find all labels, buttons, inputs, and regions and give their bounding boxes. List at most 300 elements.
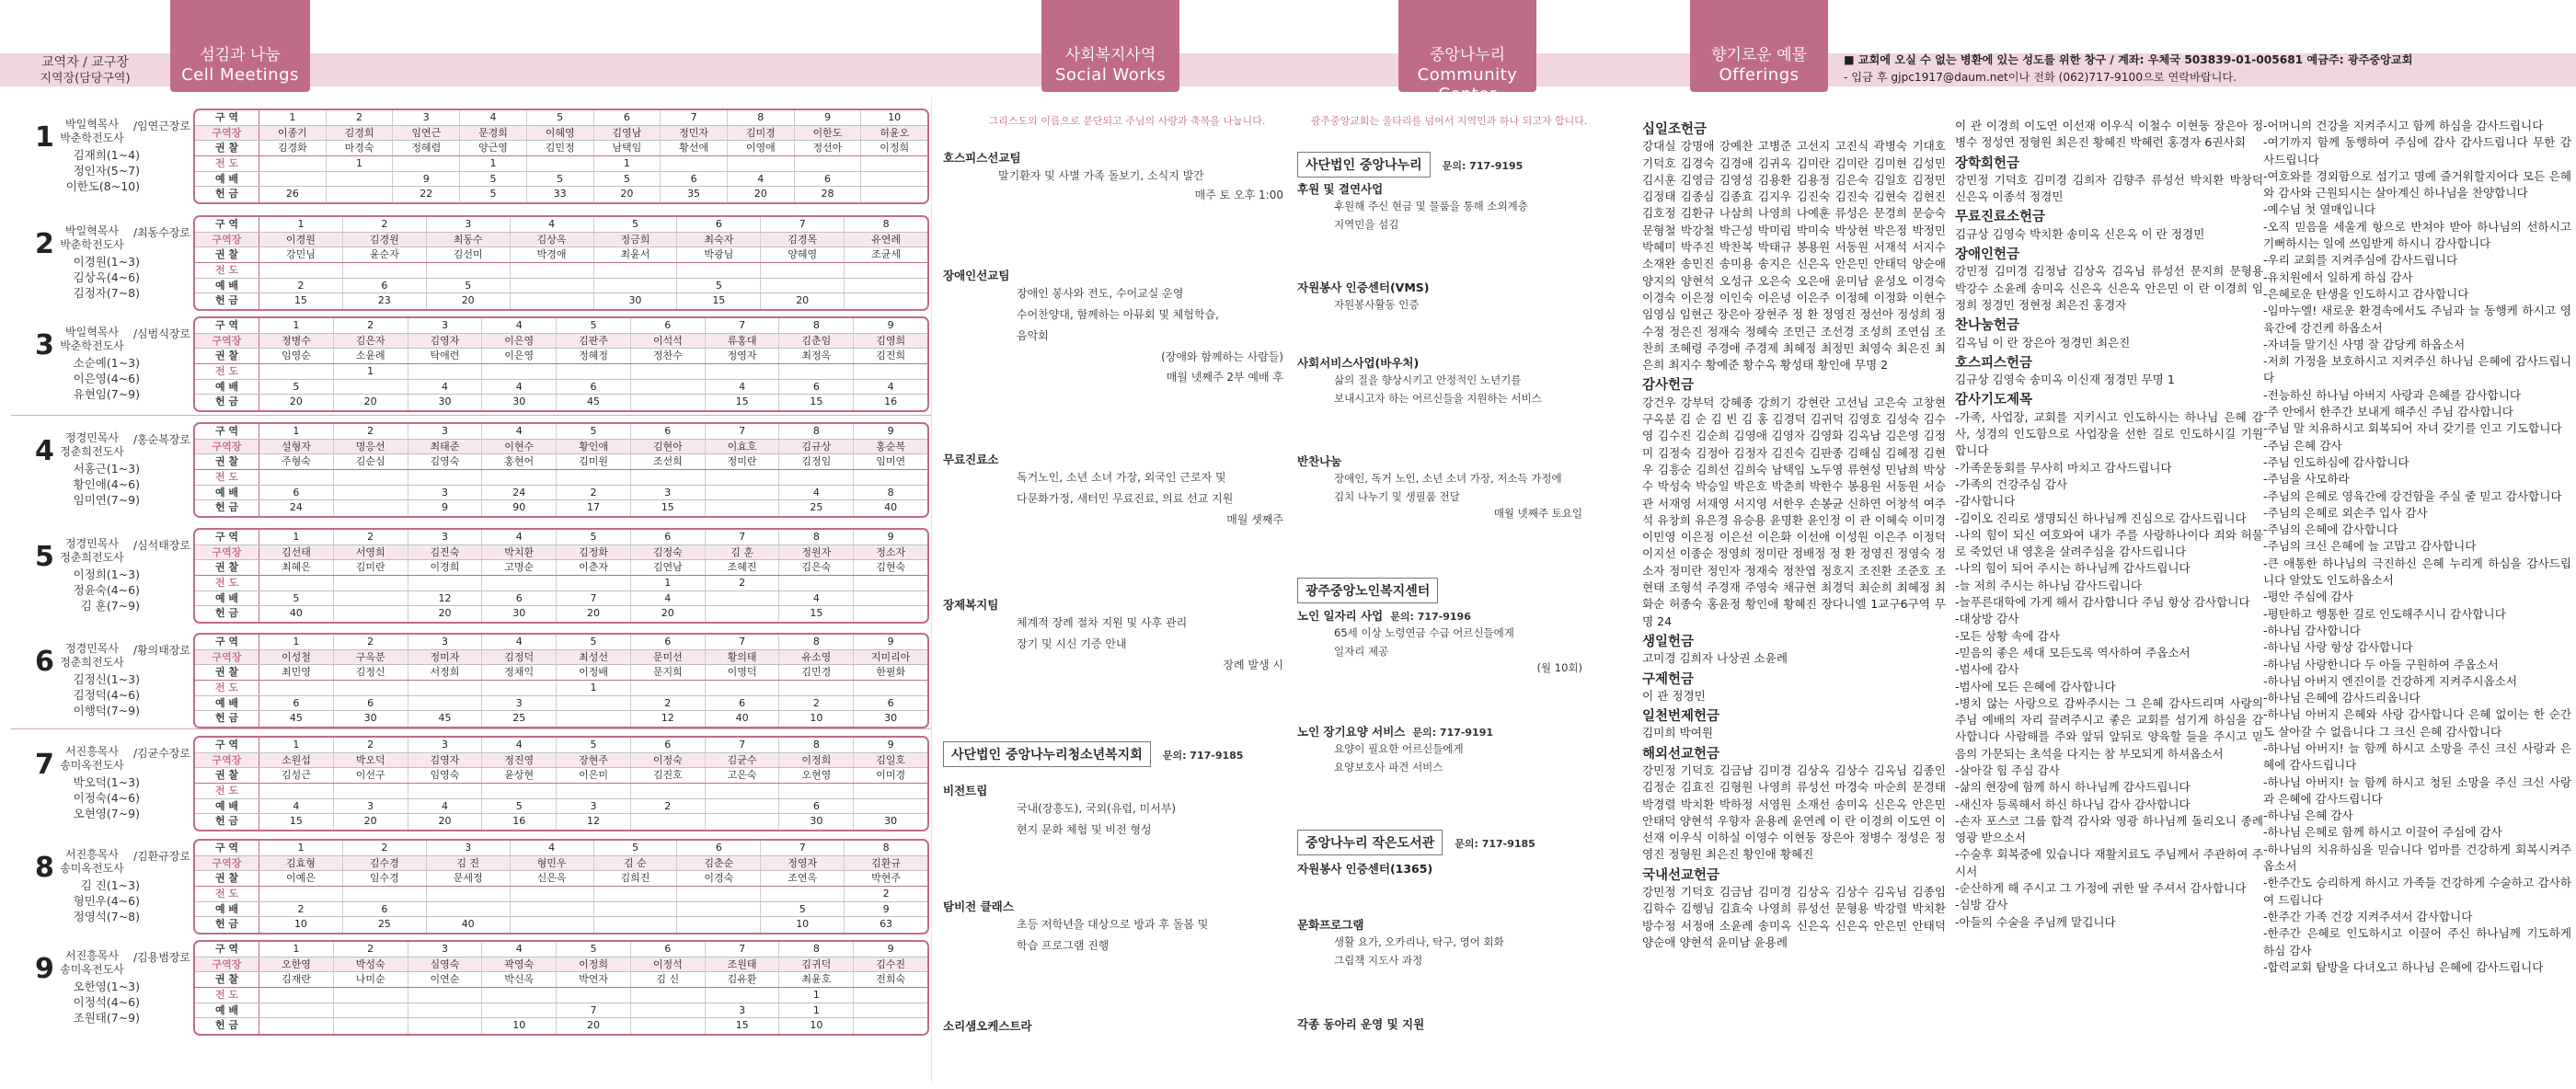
- table-cell: [706, 681, 780, 695]
- tab-ko-label: 사회복지사역: [1064, 46, 1156, 64]
- table-cell: [527, 156, 594, 171]
- notice-line-1: ■ 교회에 오실 수 없는 병환에 있는 성도를 위한 창구 / 계좌: 우체국 503839-01-005681 예금주: 광주중앙교회: [1844, 53, 2413, 66]
- table-cell: [854, 364, 927, 379]
- table-cell: 고은숙: [706, 768, 780, 783]
- table-cell: [706, 470, 780, 485]
- table-cell: 5: [527, 110, 594, 125]
- table-cell: 김판주: [557, 334, 631, 349]
- table-cell: [334, 380, 408, 395]
- row-label: 예 배: [195, 279, 259, 293]
- cc-vms: [1297, 279, 1601, 314]
- table-cell: [408, 681, 483, 695]
- cell-group-leader: 임미연(7~9): [73, 493, 140, 507]
- offering-text: 김옥님 이 란 장은아 정경민 최은진: [1955, 335, 2131, 350]
- table-cell: 6: [779, 799, 854, 814]
- table-cell: 2: [259, 279, 343, 293]
- offering-text: -하나님 아버지 은혜와 사랑 감사합니다 은혜 없이는 한 순간도 살아갈 수 없읍니다 그 크신 은혜 감사합니다: [2263, 707, 2571, 739]
- row-label: 구역장: [195, 650, 259, 665]
- table-cell: 8: [779, 318, 854, 333]
- offering-text: -모든 상황 속에 감사: [1955, 628, 2060, 643]
- sw-item-line: 음악회: [1017, 329, 1049, 342]
- offering-text: -순산하게 해 주시고 그 가정에 귀한 딸 주셔서 감사합니다: [1955, 881, 2247, 896]
- sw-item-line: 수어찬양대, 함께하는 아뮤회 및 체험학습,: [1017, 308, 1219, 321]
- table-cell: [779, 681, 854, 695]
- cell-table: [193, 422, 929, 518]
- cc-item-line: 일자리 제공: [1334, 645, 1389, 658]
- row-label: 예 배: [195, 486, 259, 500]
- cell-leader: [51, 431, 133, 459]
- offerings-column-1: [1642, 118, 1946, 951]
- cell-block: [0, 109, 934, 206]
- table-cell: 김 순: [594, 856, 678, 871]
- table-cell: 김은숙: [779, 560, 854, 575]
- cell-district-elder: /홍순복장로: [133, 433, 191, 446]
- cell-district-elder: /김환규장로: [133, 850, 191, 863]
- table-cell: 홍순복: [876, 440, 906, 453]
- offering-text: -자녀들 말기신 사명 잘 감당케 하옵소서: [2263, 337, 2466, 351]
- table-cell: 박현주: [871, 872, 901, 885]
- cell-block: [0, 633, 934, 730]
- offering-text: 고미경 김희자 나상권 소윤례: [1642, 651, 1788, 666]
- table-cell: 7: [706, 942, 780, 957]
- sw-item-title: 무료진료소: [943, 453, 999, 466]
- table-cell: 나미순: [334, 972, 408, 987]
- table-cell: 명응선: [334, 440, 408, 454]
- table-cell: 1: [779, 988, 854, 1003]
- table-cell: 6: [334, 696, 408, 711]
- row-label: 구역장: [195, 233, 259, 247]
- row-label: 전 도: [195, 887, 259, 901]
- offering-text: 강건우 강부덕 강혜종 강희기 강현란 고선님 고은숙 고창현 구옥분 김 순 김 빈 김 홍 김경덕 김귀덕 김영호 김성숙 김수영 김수진 김순희 김영애 김영자 김영화 김옥남 김은영 김정미 김정숙 김정아 김정자 김진숙 김판종 김해심 김혜정 김현우 김흥순 김희선 김희숙 남택임 노두영 류현성 민남희 박상수 박성숙 박승일 박은호 박춘희 박한수 봉용원 서동원 서승관 서재영 서재영 서지영 서한우 손봉균 신하연 어창석 여주석 유창희 유은경 유승용 윤명환 윤인정 이 관 이혜숙 이미경 이민영 이은정 이은선 이은화 이선애 이성원 이은주 이정덕 이지선 이종순 정영희 정미란 정배정 정 환 정영진 정영숙 정소자 정미란 정인자 정재숙 정찬엽 정호지 조진환 조준호 조현태 조형석 주경재 주영숙 채규현 최경덕 최순희 최혜정 최화순 허종숙 홍윤정 황인애 황혜진 장다니엘 1교구6구역 무명 24: [1642, 395, 1946, 628]
- table-cell: 8: [779, 635, 854, 649]
- table-row: [195, 606, 927, 622]
- table-cell: 5: [259, 380, 334, 395]
- table-cell: 5: [761, 902, 845, 917]
- table-cell: 이연순: [408, 972, 483, 987]
- table-cell: [761, 263, 845, 278]
- table-cell: 5: [460, 187, 527, 202]
- cell-group-leader: 김재희(1~4): [73, 148, 140, 162]
- table-cell: 7: [661, 110, 728, 125]
- sw-item-title: 탐비전 클래스: [943, 900, 1014, 913]
- offering-text: 김규상 김영숙 송미옥 이신재 정경민 무명 1: [1955, 373, 2175, 387]
- table-cell: 4: [779, 486, 854, 500]
- offering-text: -한주간 은혜로 인도하시고 이끌어 주신 하나님께 기도하게 하심 감사: [2263, 926, 2571, 957]
- offering-text: -오직 믿음을 세울게 항으로 반쳐야 받아 하나님의 선하시고 기뻐하시는 일에 쓰임받게 하시니 감사합니다: [2263, 219, 2571, 251]
- offering-text: -가족운동회를 무사히 마치고 감사드립니다: [1955, 460, 2172, 475]
- table-cell: 30: [408, 395, 483, 410]
- tab-en-label: Social Works: [1054, 65, 1167, 85]
- row-label: 구 역: [195, 530, 259, 544]
- table-cell: 3: [427, 217, 511, 232]
- table-cell: 8: [779, 738, 854, 752]
- offering-text: -합력교회 탐방을 다녀오고 하나님 은혜에 감사드립니다: [2263, 959, 2544, 974]
- cell-group-leader: 유현임(7~9): [73, 387, 140, 401]
- row-label: 전 도: [195, 263, 259, 278]
- table-cell: 6: [631, 738, 706, 752]
- cell-group-leader: 이한도(8~10): [65, 179, 140, 193]
- sw-item-line: 독거노인, 소년 소녀 가장, 외국인 근로자 및: [1017, 471, 1226, 484]
- table-cell: 15: [779, 395, 854, 410]
- table-cell: 20: [557, 606, 631, 622]
- offering-text: 강민정 김미경 김정남 김상옥 김옥님 류성선 문지희 문형용 박강수 소윤례 송미옥 신은옥 신은옥 안은민 이 란 이경희 임정희 정경민 정현정 최은진 홍경자: [1955, 264, 2263, 312]
- table-row: [195, 1018, 927, 1034]
- sw-item-line: 현지 문화 체험 및 비전 형성: [1017, 823, 1152, 836]
- table-row: [195, 424, 927, 440]
- table-row: [195, 454, 927, 470]
- cell-district-elder: /김용범장로: [133, 951, 191, 964]
- table-row: [195, 814, 927, 830]
- table-cell: 장현주: [557, 753, 631, 768]
- offering-text: -하나님 은혜로 함께 하시고 이끌어 주심에 감사: [2263, 825, 2502, 840]
- cell-group-leader: 이정숙(4~6): [73, 791, 140, 805]
- table-cell: 20: [334, 395, 408, 410]
- table-cell: [706, 988, 780, 1003]
- row-label: 구 역: [195, 110, 259, 125]
- table-cell: [706, 500, 780, 516]
- table-cell: [845, 279, 927, 293]
- table-cell: 박오덕: [334, 753, 408, 768]
- cell-group-leader: 이은영(4~6): [73, 372, 140, 385]
- table-cell: [631, 380, 706, 395]
- table-cell: 4: [482, 318, 557, 333]
- table-cell: [854, 988, 927, 1003]
- row-label: 전 도: [195, 470, 259, 485]
- sw-item-line: 말기환자 및 사별 가족 돌보기, 소식지 발간: [998, 169, 1204, 182]
- table-cell: 황인애: [557, 440, 631, 454]
- row-label: 구역장: [195, 753, 259, 768]
- tab-ko-label: 향기로운 예물: [1711, 46, 1807, 64]
- table-cell: 4: [482, 530, 557, 544]
- table-cell: 6: [631, 424, 706, 439]
- offering-text: -주님을 사모하라: [2263, 472, 2350, 487]
- offering-text: -은혜로운 탄생을 인도하시고 감사합니다: [2263, 286, 2469, 301]
- table-cell: 이정희: [557, 957, 631, 972]
- table-cell: [594, 902, 678, 917]
- row-label: 구 역: [195, 841, 259, 855]
- table-cell: 6: [706, 696, 780, 711]
- table-cell: [408, 784, 483, 798]
- cc-item-schedule: (월 10회): [1536, 661, 1582, 674]
- table-cell: [408, 696, 483, 711]
- table-cell: 12: [408, 591, 483, 606]
- row-label: 예 배: [195, 380, 259, 395]
- table-cell: [408, 364, 483, 379]
- table-cell: 정진영: [482, 753, 557, 768]
- table-cell: 이춘자: [557, 560, 631, 575]
- table-cell: 김정숙: [631, 545, 706, 560]
- offering-section-title: 일천번제헌금: [1642, 709, 1720, 725]
- cell-district-elder: /임연근장로: [133, 120, 191, 132]
- table-cell: 김선미: [427, 247, 511, 262]
- offering-text: -저희 가정을 보호하시고 지켜주신 하나님 은혜에 감사드립니다: [2263, 354, 2571, 385]
- table-row: [195, 917, 927, 933]
- table-cell: 6: [631, 530, 706, 544]
- table-row: [195, 217, 927, 233]
- table-cell: 김미란: [334, 560, 408, 575]
- table-cell: 20: [408, 606, 483, 622]
- table-cell: [557, 470, 631, 485]
- org-box-title: 중앙나누리 작은도서관: [1297, 830, 1443, 855]
- row-label: 헌 금: [195, 187, 259, 202]
- table-cell: 문세정: [427, 871, 511, 886]
- cc-voucher: [1297, 354, 1601, 407]
- sw-item-line: 학습 프로그램 진행: [1017, 939, 1110, 952]
- org-box-title: 사단법인 중앙나누리청소년복지회: [943, 741, 1151, 767]
- table-cell: 9: [887, 531, 894, 543]
- table-cell: 6: [631, 318, 706, 333]
- table-cell: 황의태: [706, 650, 780, 665]
- table-cell: 2: [259, 902, 343, 917]
- table-cell: 김수경: [343, 856, 427, 871]
- table-cell: 15: [779, 606, 854, 622]
- table-cell: 이은미: [557, 768, 631, 783]
- cc-item-line: 지역민을 섬김: [1334, 218, 1399, 231]
- table-cell: 김미원: [557, 454, 631, 469]
- table-cell: 2: [779, 696, 854, 711]
- table-cell: 3: [408, 942, 483, 957]
- table-cell: 탁애련: [408, 349, 483, 363]
- table-cell: 고명순: [482, 560, 557, 575]
- table-cell: 20: [259, 395, 334, 410]
- tab-ko-label: 섬김과 나눔: [200, 46, 281, 64]
- cell-group-leader: 이정석(4~6): [73, 995, 140, 1009]
- table-cell: [511, 887, 594, 901]
- sw-item-line: 장애인 봉사와 전도, 수어교실 운영: [1017, 287, 1184, 300]
- sw-item-schedule: 매월 셋째주: [1226, 513, 1283, 526]
- table-cell: 4: [887, 380, 894, 393]
- table-cell: 김영자: [408, 334, 483, 349]
- cell-leader-line: 정춘희전도사: [60, 656, 124, 669]
- cell-leader-line: 정경민목사: [65, 431, 119, 444]
- table-cell: 윤순자: [343, 247, 427, 262]
- table-cell: 김 신: [631, 972, 706, 987]
- sw-youth-welfare-org: [943, 741, 1311, 767]
- table-cell: 24: [259, 500, 334, 516]
- row-label: 헌 금: [195, 814, 259, 830]
- table-cell: 7: [706, 318, 780, 333]
- table-cell: 김상옥: [511, 233, 594, 247]
- table-cell: 6: [779, 380, 854, 395]
- table-cell: 김현숙: [876, 561, 906, 574]
- sw-free-clinic: [943, 451, 1311, 530]
- table-cell: 5: [527, 172, 594, 187]
- table-cell: 정선아: [795, 141, 862, 155]
- table-cell: 조연옥: [761, 871, 845, 886]
- sw-item-schedule: 매주 토 오후 1:00: [1194, 189, 1283, 201]
- cell-group-leader: 이행덕(7~9): [73, 704, 140, 717]
- table-cell: 이선구: [334, 768, 408, 783]
- cell-group-leader: 이경원(1~3): [73, 255, 140, 269]
- table-cell: 김민정: [527, 141, 594, 155]
- table-cell: 4: [779, 591, 854, 606]
- table-cell: [259, 887, 343, 901]
- table-cell: 1: [259, 635, 334, 649]
- offering-text: -범사에 모든 은혜에 감사합니다: [1955, 679, 2116, 694]
- offering-section-title: 생일헌금: [1642, 634, 1695, 649]
- offering-text: 김규상 김영숙 박치환 송미옥 신은옥 이 란 정경민: [1955, 226, 2205, 241]
- table-cell: 45: [259, 711, 334, 727]
- sw-item-schedule: 장례 발생 시: [1223, 659, 1283, 671]
- table-cell: 이정석: [631, 957, 706, 972]
- table-cell: 20: [728, 187, 795, 202]
- row-label: 구역장: [195, 856, 259, 871]
- table-cell: 15: [706, 395, 780, 410]
- cc-item-title-row: [1297, 723, 1601, 739]
- table-cell: 12: [631, 711, 706, 727]
- table-cell: 4: [408, 799, 483, 814]
- table-cell: 오현영: [779, 768, 854, 783]
- table-row: [195, 650, 927, 666]
- table-cell: [259, 784, 334, 798]
- table-cell: 15: [631, 500, 706, 516]
- table-cell: [854, 784, 927, 798]
- table-cell: [327, 172, 394, 187]
- cell-leader-line: 박춘학전도사: [60, 238, 124, 251]
- table-cell: 윤상현: [482, 768, 557, 783]
- row-label: 구역장: [195, 126, 259, 141]
- table-cell: [631, 470, 706, 485]
- table-cell: [393, 156, 460, 171]
- table-row: [195, 545, 927, 561]
- table-cell: 6: [631, 942, 706, 957]
- row-label: 예 배: [195, 799, 259, 814]
- table-cell: [259, 1018, 334, 1034]
- table-cell: 정영자: [706, 349, 780, 363]
- table-row: [195, 187, 927, 202]
- table-cell: 10: [482, 1018, 557, 1034]
- table-cell: 5: [427, 279, 511, 293]
- header-notice: [1844, 52, 2570, 86]
- table-cell: [594, 887, 678, 901]
- table-row: [195, 972, 927, 988]
- table-row: [195, 1003, 927, 1019]
- table-cell: 유소영: [779, 650, 854, 665]
- table-row: [195, 233, 927, 248]
- sw-item-line: 국내(장흥도), 국외(유럽, 미서부): [1017, 802, 1177, 815]
- district-divider: [11, 728, 931, 729]
- offering-text: -나의 힘이 되신 여호와여 내가 주를 사랑하나이다 죄와 허물로 죽었던 내 영혼을 살려주심을 감사드립니다: [1955, 527, 2263, 559]
- table-cell: 7: [557, 1003, 631, 1018]
- table-cell: [334, 591, 408, 606]
- table-cell: 5: [557, 424, 631, 439]
- table-cell: 9: [887, 636, 894, 648]
- row-label: 헌 금: [195, 1018, 259, 1034]
- table-cell: 1: [779, 1003, 854, 1018]
- table-cell: [761, 887, 845, 901]
- table-cell: 9: [887, 319, 894, 331]
- table-cell: 심영숙: [408, 957, 483, 972]
- table-cell: 24: [482, 486, 557, 500]
- table-cell: 25: [779, 500, 854, 516]
- table-cell: 정민자: [661, 126, 728, 141]
- offering-text: 이 관 이경희 이도연 이선재 이우식 이철수 이현동 장은아 정병수 정성연 정형원 최은진 황혜진 박혜련 홍경자 6권사회: [1955, 119, 2263, 150]
- table-cell: [845, 293, 927, 309]
- cell-group-leader: 김상옥(4~6): [73, 270, 140, 284]
- table-cell: [795, 156, 862, 171]
- cell-leader-line: 서진흥목사: [65, 949, 119, 962]
- cc-item-title: 노인 장기요양 서비스: [1297, 725, 1406, 739]
- table-cell: 30: [482, 395, 557, 410]
- table-cell: 4: [408, 380, 483, 395]
- offering-text: -하나님 사랑한니다 두 아들 구원하여 주옵소서: [2263, 657, 2499, 671]
- table-cell: [482, 470, 557, 485]
- cell-leader: [51, 642, 133, 670]
- offering-text: -여기까지 함께 동행하여 주심에 감사 감사드립니다 무한 감사드립니다: [2263, 135, 2571, 166]
- row-label: 전 도: [195, 681, 259, 695]
- offering-text: -새신자 등록해서 하신 하나님 감사 감사합니다: [1955, 797, 2191, 811]
- row-label: 헌 금: [195, 606, 259, 622]
- table-cell: 마경숙: [327, 141, 394, 155]
- table-cell: 20: [631, 606, 706, 622]
- table-cell: 지미리아: [870, 650, 911, 663]
- cc-item-phone: 문의: 717-9196: [1390, 611, 1471, 623]
- table-cell: [779, 784, 854, 798]
- table-cell: 이혜영: [527, 126, 594, 141]
- table-cell: 문지희: [631, 665, 706, 680]
- table-row: [195, 753, 927, 769]
- cell-group-leader: 형민우(4~6): [73, 894, 140, 908]
- table-row: [195, 576, 927, 591]
- table-cell: [631, 1003, 706, 1018]
- offering-text: -살아갈 힘 주심 감사: [1955, 762, 2060, 777]
- table-cell: 박연자: [557, 972, 631, 987]
- cell-district-elder: /김균수장로: [133, 747, 191, 760]
- table-cell: 7: [706, 424, 780, 439]
- table-cell: 이경숙: [677, 871, 761, 886]
- table-cell: 정찬수: [631, 349, 706, 363]
- table-cell: 김정신: [334, 665, 408, 680]
- cell-leader: [51, 949, 133, 977]
- table-cell: 5: [557, 738, 631, 752]
- table-cell: 8: [779, 530, 854, 544]
- sw-item-line: 장기 및 시신 기증 안내: [1017, 637, 1127, 650]
- offering-section-title: 감사기도제목: [1955, 393, 2033, 408]
- cc-item-line: 요양이 필요한 어르신들에게: [1334, 742, 1464, 755]
- table-cell: [677, 902, 761, 917]
- cell-group-leader: 김정신(1~3): [73, 672, 140, 686]
- table-cell: 4: [511, 217, 594, 232]
- row-label: 구역장: [195, 334, 259, 349]
- offering-text: -하나님 아버지! 늘 함께 하시고 소망을 주신 크신 사랑과 은혜에 감사드립니다: [2263, 740, 2571, 773]
- table-cell: 1: [594, 156, 661, 171]
- table-cell: 김선태: [259, 545, 334, 560]
- cell-leader: [51, 224, 133, 252]
- table-row: [195, 530, 927, 545]
- table-row: [195, 247, 927, 263]
- table-cell: 2: [557, 486, 631, 500]
- sw-item-title: 소리샘오케스트라: [943, 1019, 1032, 1033]
- cell-number: 1: [35, 121, 54, 154]
- cell-group-leaders: [55, 355, 140, 402]
- table-cell: 7: [557, 591, 631, 606]
- sw-item-title: 장제복지팀: [943, 598, 999, 612]
- table-cell: 2: [334, 318, 408, 333]
- table-cell: 서정희: [408, 665, 483, 680]
- table-row: [195, 141, 927, 156]
- sw-vision-trip: [943, 782, 1311, 841]
- table-cell: 정미란: [706, 454, 780, 469]
- table-cell: [511, 279, 594, 293]
- org-phone: 문의: 717-9195: [1442, 160, 1524, 172]
- cell-leader-line: 박일혁목사: [65, 326, 119, 338]
- table-cell: [427, 902, 511, 917]
- table-cell: 30: [884, 712, 898, 725]
- table-row: [195, 841, 927, 856]
- offering-section-title: 감사헌금: [1642, 378, 1695, 394]
- table-cell: 4: [706, 380, 780, 395]
- table-cell: [259, 470, 334, 485]
